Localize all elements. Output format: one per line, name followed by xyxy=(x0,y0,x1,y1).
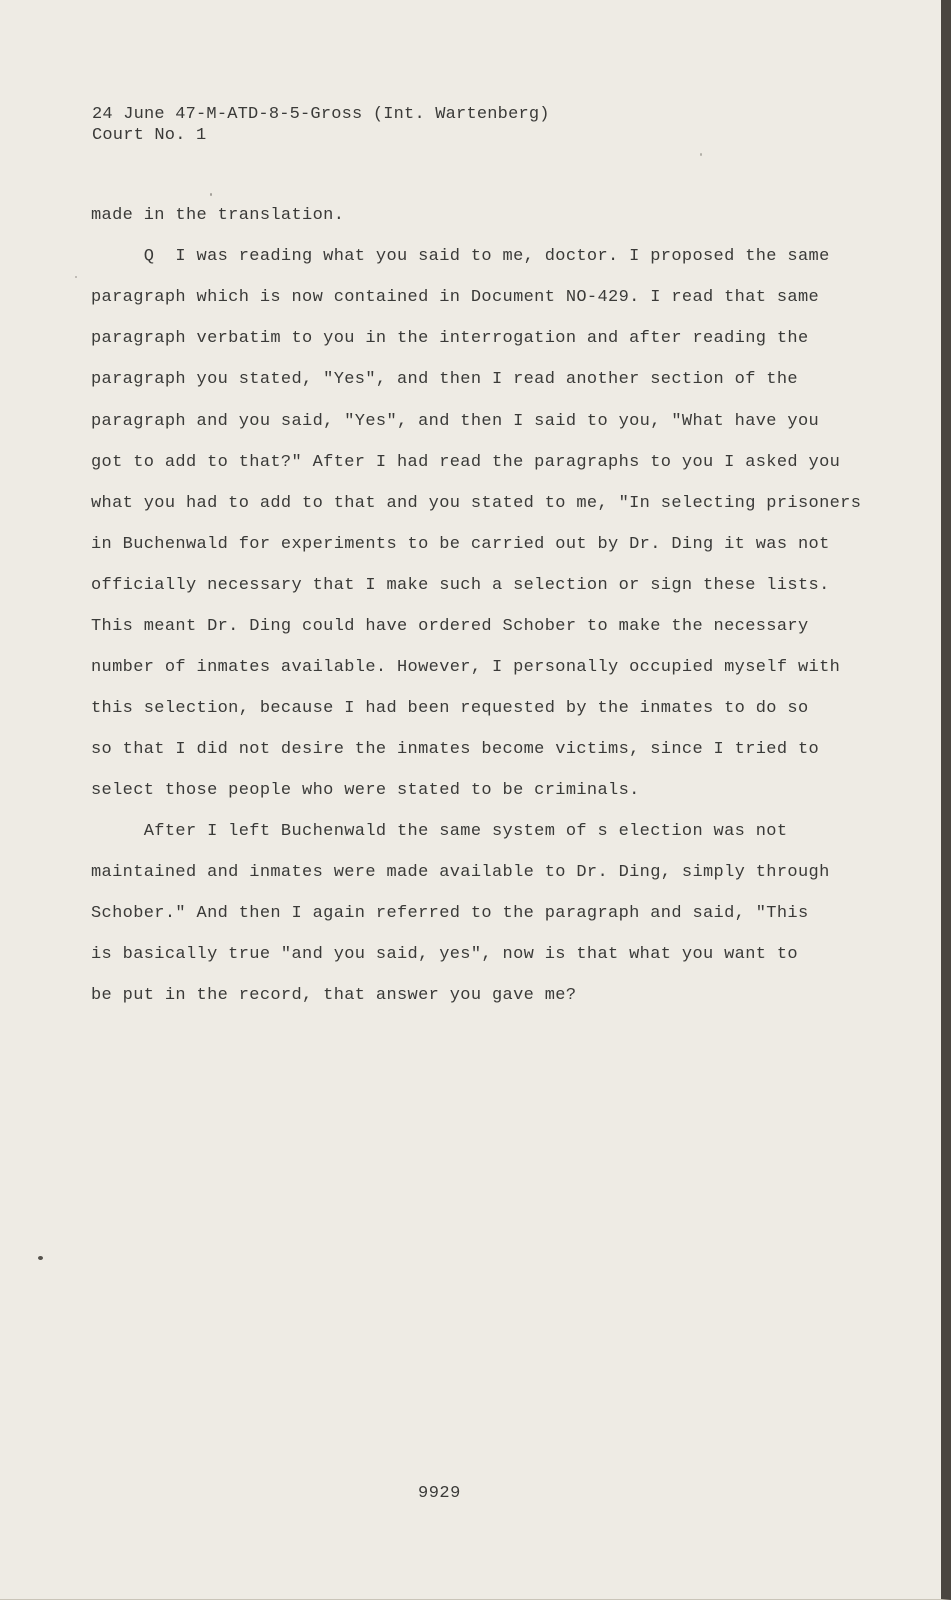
body-line: This meant Dr. Ding could have ordered Schober to make the necessary xyxy=(91,617,809,636)
ink-speck xyxy=(38,1256,43,1260)
body-line: be put in the record, that answer you gave me? xyxy=(91,986,577,1005)
body-line: what you had to add to that and you stated to me, "In selecting prisoners xyxy=(91,494,862,513)
body-line: maintained and inmates were made available to Dr. Ding, simply through xyxy=(91,863,830,882)
body-line: Schober." And then I again referred to the paragraph and said, "This xyxy=(91,904,809,923)
ink-speck xyxy=(75,276,77,278)
document-header xyxy=(92,104,550,146)
body-line: paragraph which is now contained in Document NO-429. I read that same xyxy=(91,288,820,307)
body-line: this selection, because I had been requested by the inmates to do so xyxy=(91,699,809,718)
body-line: paragraph verbatim to you in the interrogation and after reading the xyxy=(91,329,809,348)
body-line: After I left Buchenwald the same system of s election was not xyxy=(91,822,788,841)
body-line: officially necessary that I make such a selection or sign these lists. xyxy=(91,576,830,595)
ink-speck xyxy=(210,193,212,196)
body-line: in Buchenwald for experiments to be carried out by Dr. Ding it was not xyxy=(91,535,830,554)
body-line: paragraph you stated, "Yes", and then I read another section of the xyxy=(91,370,798,389)
body-line: got to add to that?" After I had read the paragraphs to you I asked you xyxy=(91,453,841,472)
body-line: Q I was reading what you said to me, doctor. I proposed the same xyxy=(91,247,830,266)
body-line: select those people who were stated to be criminals. xyxy=(91,781,640,800)
body-line: paragraph and you said, "Yes", and then I said to you, "What have you xyxy=(91,412,820,431)
body-line: so that I did not desire the inmates become victims, since I tried to xyxy=(91,740,820,759)
header-line-date-case: 24 June 47-M-ATD-8-5-Gross (Int. Wartenberg) xyxy=(92,105,550,124)
body-line: is basically true "and you said, yes", now is that what you want to xyxy=(91,945,798,964)
body-line: made in the translation. xyxy=(91,206,345,225)
ink-speck xyxy=(700,153,702,156)
header-line-court: Court No. 1 xyxy=(92,126,207,145)
page-number: 9929 xyxy=(418,1484,461,1503)
body-line: number of inmates available. However, I personally occupied myself with xyxy=(91,658,841,677)
